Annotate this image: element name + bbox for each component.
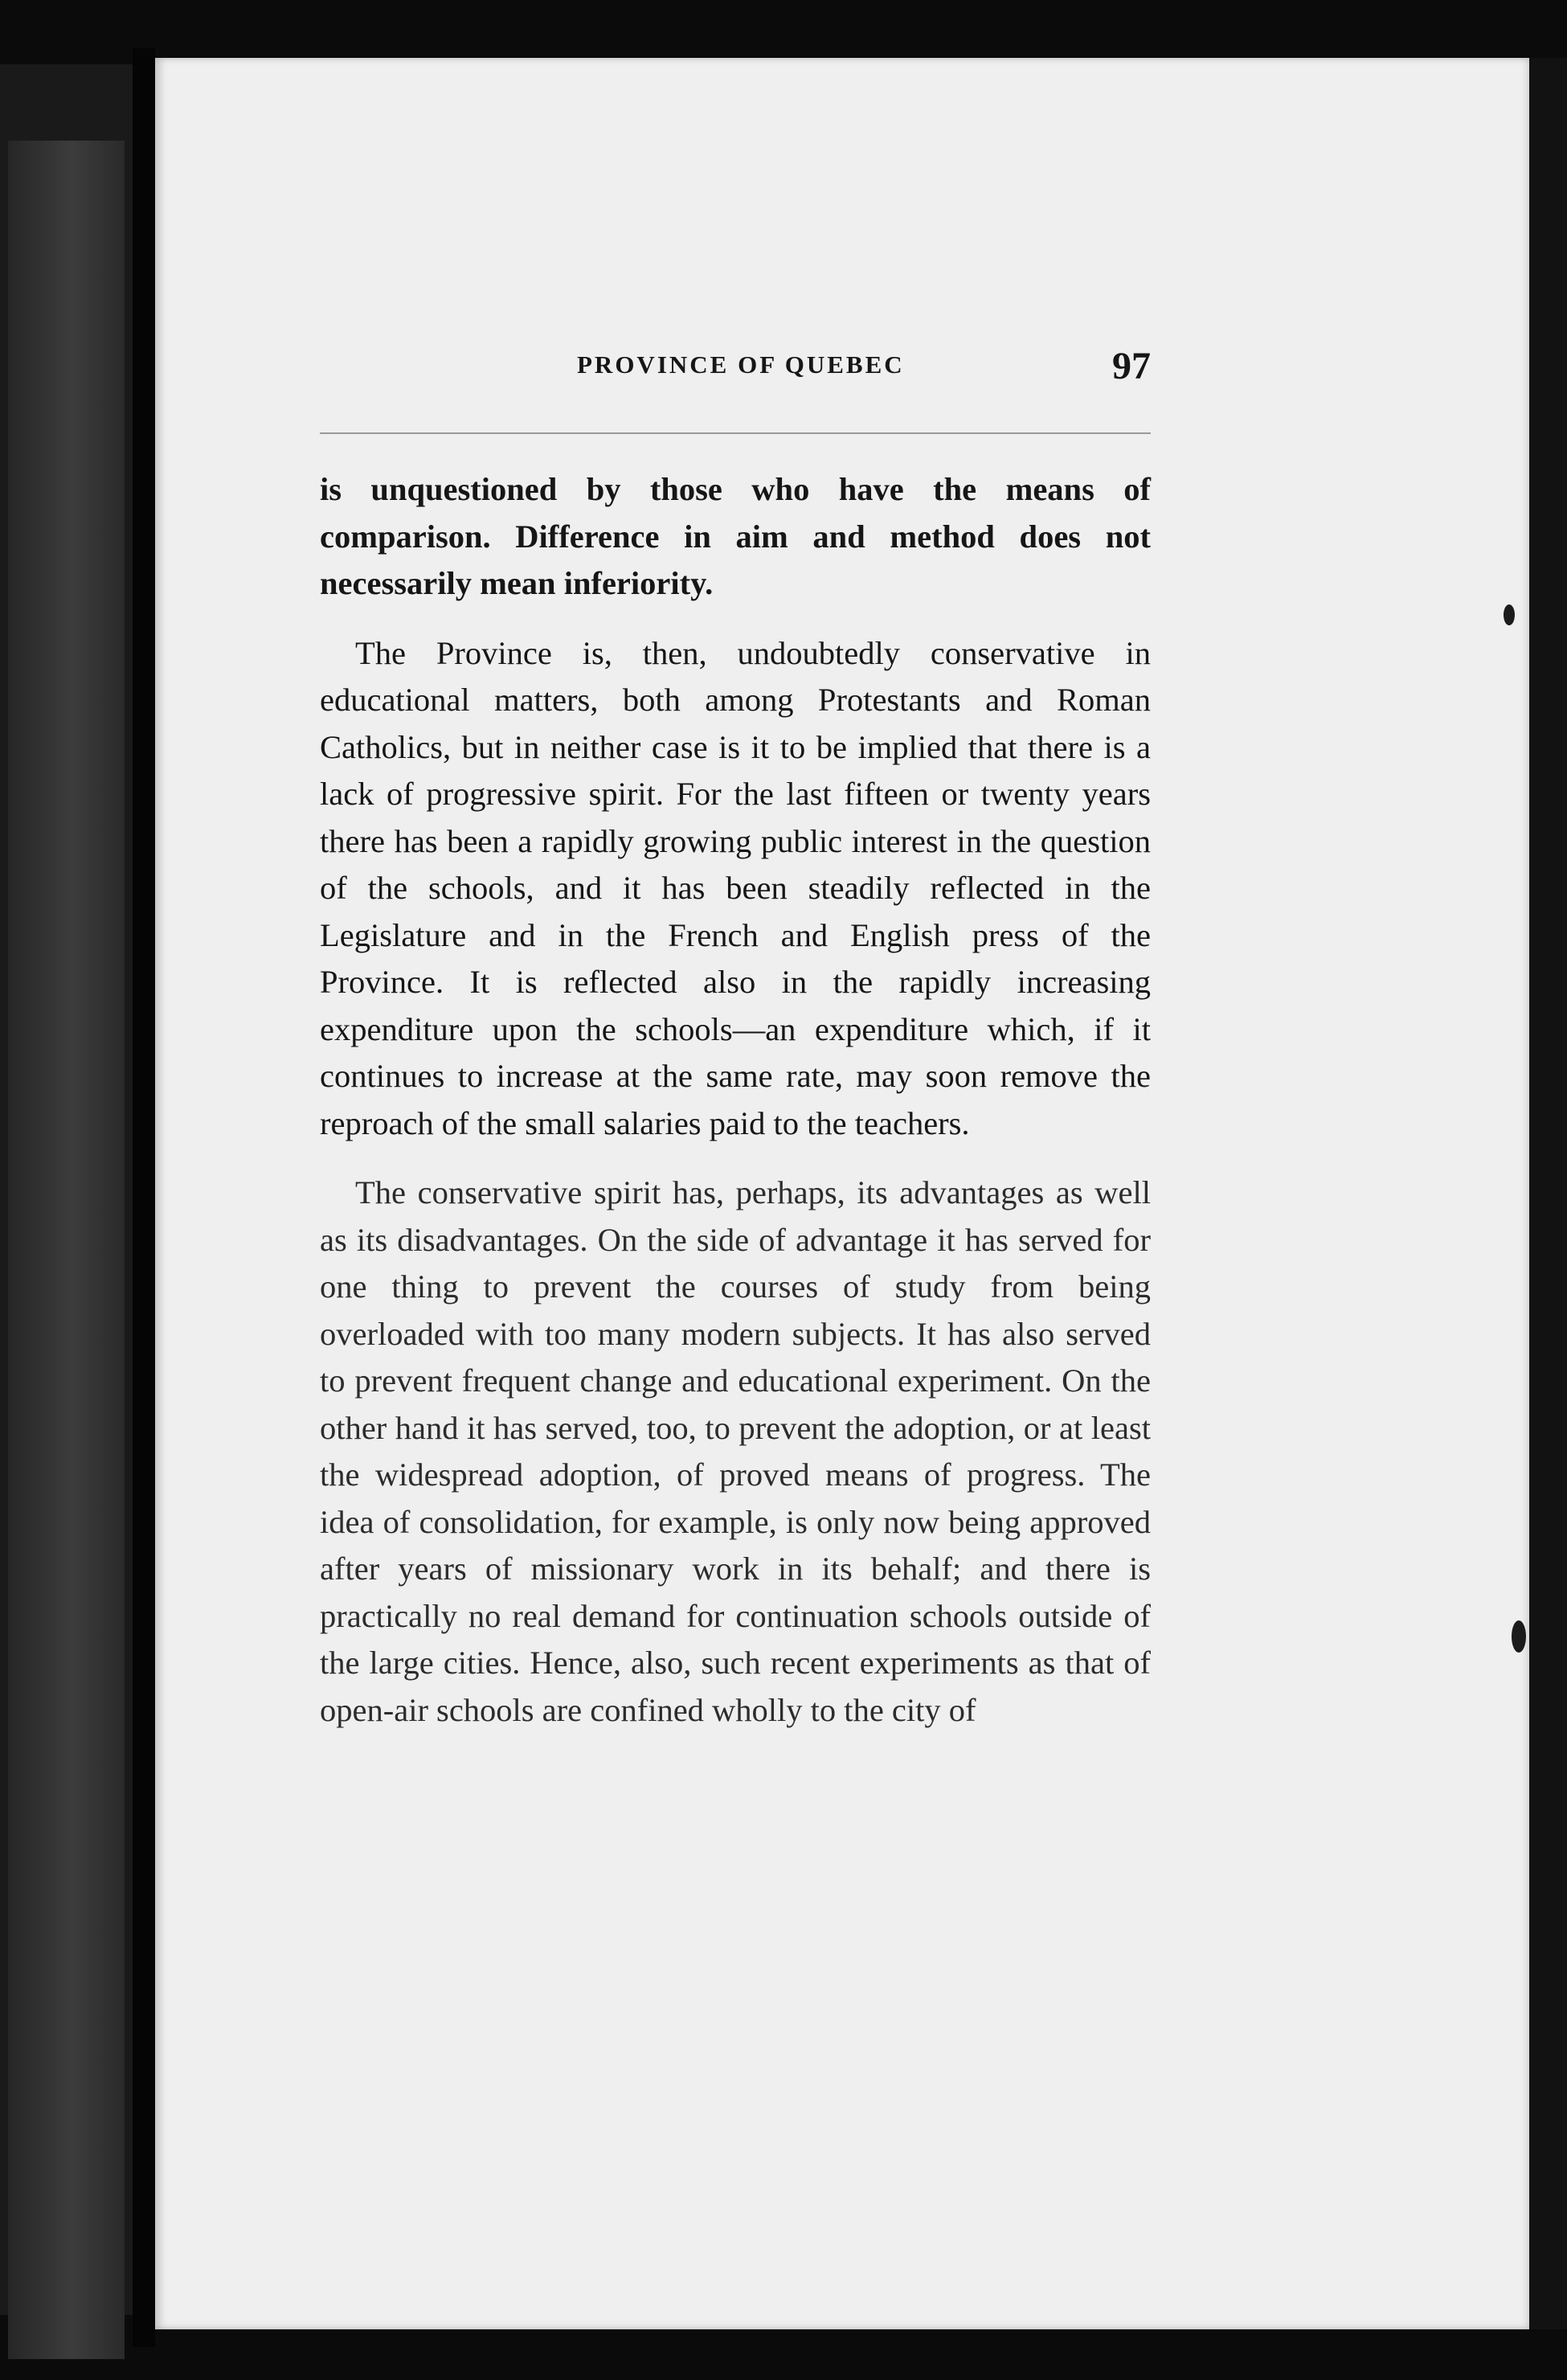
running-head xyxy=(320,344,1151,400)
scan-speck xyxy=(1512,1620,1526,1653)
paragraph-conservative-spirit: The conservative spirit has, perhaps, its advantages as well as its disadvantages. On the side of advantage it has served for one thing to prevent the courses of study from being overloaded with too many modern subjects. It has also served to prevent frequent change and educational experiment. On the other hand it has served, too, to prevent the adoption, or at least the widespread adoption, of proved means of progress. The idea of consolidation, for example, is only now being approved after years of missionary work in its behalf; and there is practically no real demand for continuation schools outside of the large cities. Hence, also, such recent experiments as that of open-air schools are confined wholly to the city of xyxy=(320,1174,1151,1728)
running-title: PROVINCE OF QUEBEC xyxy=(577,350,905,379)
page-number: 97 xyxy=(1112,345,1151,387)
paragraph-continued: is unquestioned by those who have the means of comparison. Difference in aim and method does not necessarily mean inferiority. xyxy=(320,471,1151,601)
header-rule xyxy=(320,432,1151,434)
binding-gutter xyxy=(133,48,155,2347)
right-scan-margin xyxy=(1529,58,1567,2329)
scan-speck xyxy=(1504,604,1515,625)
left-page-strip xyxy=(0,64,133,2315)
paragraph-conservative-province: The Province is, then, undoubtedly conservative in educational matters, both among Protestants and Roman Catholics, but in neither case is it to be implied that there is a lack of progressive spirit. For the last fifteen or twenty years there has been a rapidly growing public interest in the question of the schools, and it has been steadily reflected in the Legislature and in the French and English press of the Province. It is reflected also in the rapidly increasing expenditure upon the schools—an expenditure which, if it continues to increase at the same rate, may soon remove the reproach of the small salaries paid to the teachers. xyxy=(320,634,1151,1141)
left-page-edge xyxy=(8,141,125,2359)
text-column xyxy=(320,344,1151,1734)
